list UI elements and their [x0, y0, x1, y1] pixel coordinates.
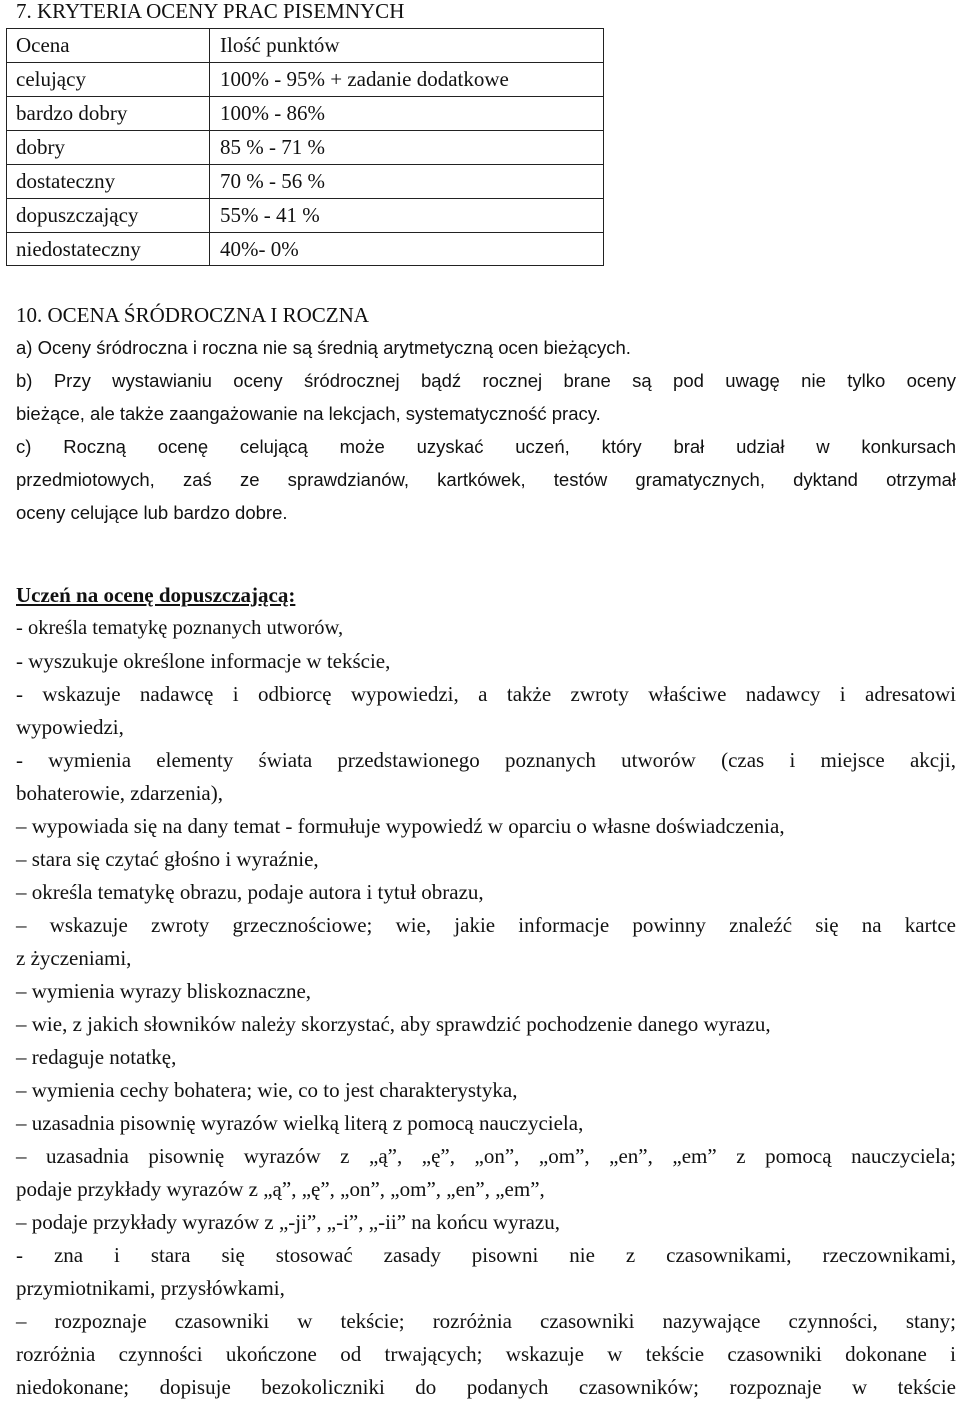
paragraph-a: a) Oceny śródroczna i roczna nie są średnią arytmetyczną ocen bieżących.: [16, 337, 631, 358]
requirements-heading: Uczeń na ocenę dopuszczającą:: [16, 583, 296, 607]
table-row-divider: [7, 130, 603, 131]
requirement-line: – stara się czytać głośno i wyraźnie,: [16, 847, 319, 871]
table-row-divider: [7, 96, 603, 97]
requirement-line: – rozpoznaje czasowniki w tekście; rozróżnia czasowniki nazywające czynności, stany;: [16, 1309, 956, 1333]
table-cell-grade: bardzo dobry: [16, 101, 128, 125]
table-header-grade: Ocena: [16, 33, 70, 57]
requirement-line: wypowiedzi,: [16, 715, 124, 739]
table-row-divider: [7, 164, 603, 165]
requirement-line: – uzasadnia pisownię wyrazów wielką literą z pomocą nauczyciela,: [16, 1111, 584, 1135]
table-cell-points: 100% - 86%: [220, 101, 325, 125]
table-cell-grade: dostateczny: [16, 169, 116, 193]
requirement-line: przymiotnikami, przysłówkami,: [16, 1276, 285, 1300]
requirement-line: – podaje przykłady wyrazów z „-ji”, „-i”, „-ii” na końcu wyrazu,: [16, 1210, 561, 1234]
table-divider: [209, 29, 210, 265]
requirement-line: niedokonane; dopisuje bezokoliczniki do podanych czasowników; rozpoznaje w tekście: [16, 1375, 956, 1399]
table-header-points: Ilość punktów: [220, 33, 340, 57]
requirement-line: - wskazuje nadawcę i odbiorcę wypowiedzi, a także zwroty właściwe nadawcy i adresatowi: [16, 682, 956, 706]
requirement-line: – określa tematykę obrazu, podaje autora i tytuł obrazu,: [16, 880, 484, 904]
table-cell-grade: dopuszczający: [16, 203, 139, 227]
requirement-line: rozróżnia czynności ukończone od trwających; wskazuje w tekście czasowniki dokonane i: [16, 1342, 956, 1366]
requirement-line: podaje przykłady wyrazów z „ą”, „ę”, „on”, „om”, „en”, „em”,: [16, 1177, 545, 1201]
table-cell-grade: niedostateczny: [16, 237, 141, 261]
table-cell-points: 85 % - 71 %: [220, 135, 325, 159]
requirement-line: – uzasadnia pisownię wyrazów z „ą”, „ę”, „on”, „om”, „en”, „em” z pomocą nauczyciela;: [16, 1144, 956, 1168]
paragraph-c-line-2: przedmiotowych, zaś ze sprawdzianów, kartkówek, testów gramatycznych, dyktand otrzymał: [16, 469, 956, 490]
table-row-divider: [7, 232, 603, 233]
paragraph-b-line-2: bieżące, ale także zaangażowanie na lekcjach, systematyczność pracy.: [16, 403, 601, 424]
grading-table: [6, 28, 604, 266]
requirement-line: - zna i stara się stosować zasady pisowni nie z czasownikami, rzeczownikami,: [16, 1243, 956, 1267]
requirement-line: – wie, z jakich słowników należy skorzystać, aby sprawdzić pochodzenie danego wyrazu,: [16, 1012, 771, 1036]
table-cell-points: 55% - 41 %: [220, 203, 320, 227]
requirement-line: bohaterowie, zdarzenia),: [16, 781, 223, 805]
paragraph-b-line-1: b) Przy wystawianiu oceny śródrocznej bądź rocznej brane są pod uwagę nie tylko oceny: [16, 370, 956, 391]
paragraph-c-line-3: oceny celujące lub bardzo dobre.: [16, 502, 288, 523]
requirement-line: – wskazuje zwroty grzecznościowe; wie, jakie informacje powinny znaleźć się na kartce: [16, 913, 956, 937]
requirement-line: - wymienia elementy świata przedstawionego poznanych utworów (czas i miejsce akcji,: [16, 748, 956, 772]
table-cell-grade: dobry: [16, 135, 65, 159]
requirement-line: – redaguje notatkę,: [16, 1045, 177, 1069]
table-cell-grade: celujący: [16, 67, 86, 91]
requirement-line: – wymienia wyrazy bliskoznaczne,: [16, 979, 312, 1003]
requirement-line: - określa tematykę poznanych utworów,: [16, 617, 344, 639]
requirement-line: - wyszukuje określone informacje w tekście,: [16, 649, 391, 673]
table-row-divider: [7, 198, 603, 199]
table-cell-points: 40%- 0%: [220, 237, 299, 261]
requirement-line: – wymienia cechy bohatera; wie, co to jest charakterystyka,: [16, 1078, 518, 1102]
table-cell-points: 100% - 95% + zadanie dodatkowe: [220, 67, 509, 91]
table-row-divider: [7, 62, 603, 63]
section-10-title: 10. OCENA ŚRÓDROCZNA I ROCZNA: [16, 303, 369, 327]
requirement-line: – wypowiada się na dany temat - formułuje wypowiedź w oparciu o własne doświadczenia,: [16, 814, 785, 838]
section-7-title: 7. KRYTERIA OCENY PRAC PISEMNYCH: [16, 0, 405, 23]
table-cell-points: 70 % - 56 %: [220, 169, 325, 193]
paragraph-c-line-1: c) Roczną ocenę celującą może uzyskać uczeń, który brał udział w konkursach: [16, 436, 956, 457]
requirement-line: z życzeniami,: [16, 946, 132, 970]
